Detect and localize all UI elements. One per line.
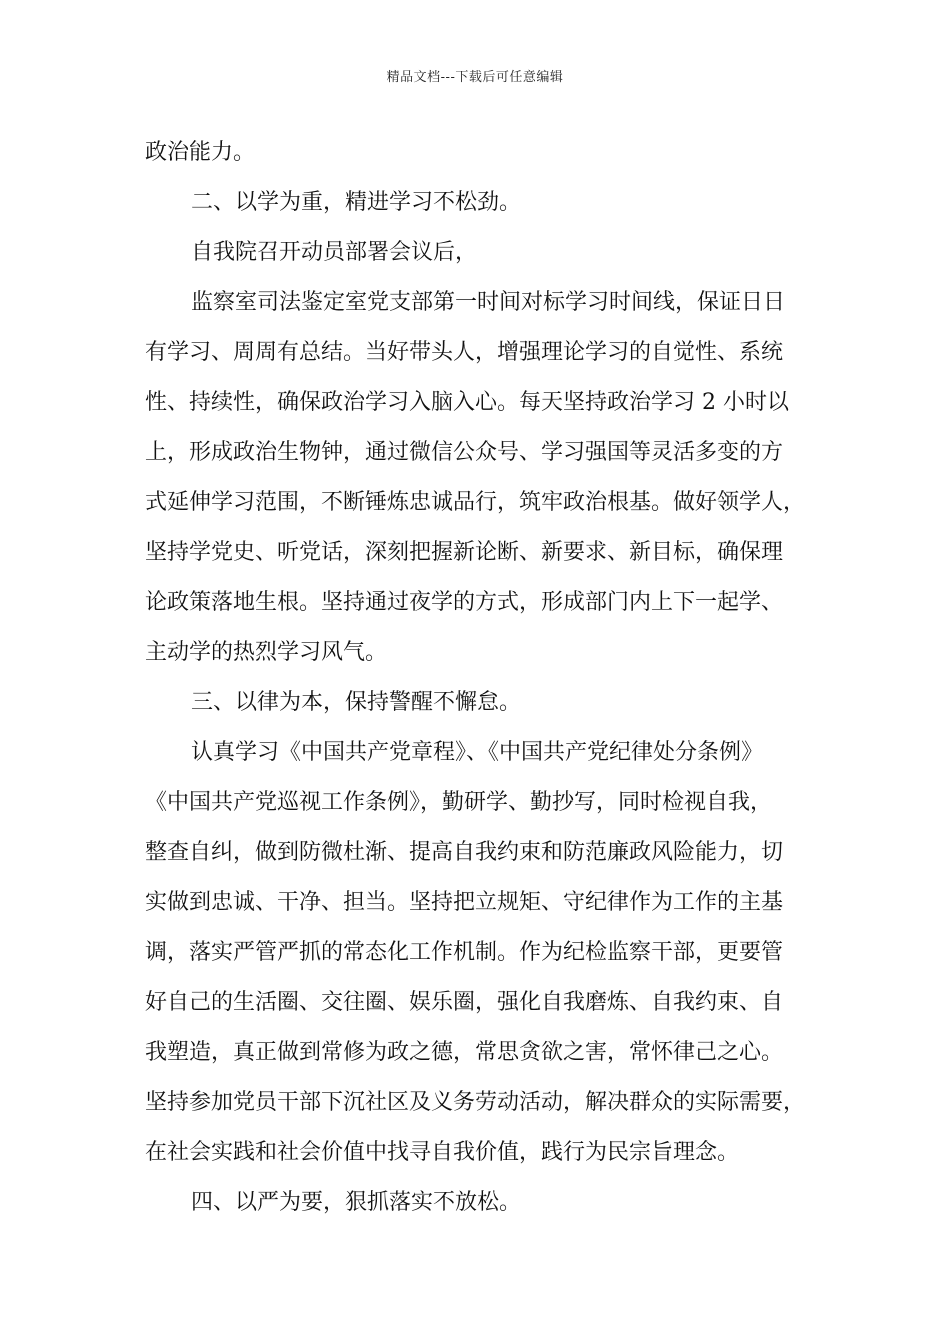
paragraph-start: 认真学习《中国共产党章程》、《中国共产党纪律处分条例》 [191, 740, 764, 765]
text-line: 在社会实践和社会价值中找寻自我价值，践行为民宗旨理念。 [145, 1140, 740, 1165]
text-line: 调，落实严管严抓的常态化工作机制。作为纪检监察干部，更要管 [145, 940, 784, 965]
text-line: 自我院召开动员部署会议后， [191, 240, 478, 265]
text-line: 有学习、周周有总结。当好带头人，增强理论学习的自觉性、系统 [145, 340, 784, 365]
text-line: 式延伸学习范围，不断锤炼忠诚品行，筑牢政治根基。做好领学人， [145, 490, 806, 515]
section-heading: 三、以律为本，保持警醒不懈怠。 [191, 690, 522, 715]
document-body [145, 128, 825, 1228]
text-line: 性、持续性，确保政治学习入脑入心。每天坚持政治学习 2 小时以 [145, 390, 789, 415]
page-header: 精品文档---下载后可任意编辑 [386, 70, 564, 85]
text-line: 坚持学党史、听党话，深刻把握新论断、新要求、新目标，确保理 [145, 540, 784, 565]
text-line: 上，形成政治生物钟，通过微信公众号、学习强国等灵活多变的方 [145, 440, 784, 465]
text-line: 论政策落地生根。坚持通过夜学的方式，形成部门内上下一起学、 [145, 590, 784, 615]
paragraph-start: 监察室司法鉴定室党支部第一时间对标学习时间线，保证日日 [191, 290, 786, 315]
text-line: 坚持参加党员干部下沉社区及义务劳动活动，解决群众的实际需要， [145, 1090, 806, 1115]
text-line: 实做到忠诚、干净、担当。坚持把立规矩、守纪律作为工作的主基 [145, 890, 784, 915]
text-line: 主动学的热烈学习风气。 [145, 640, 388, 665]
text-line: 《中国共产党巡视工作条例》，勤研学、勤抄写，同时检视自我， [145, 790, 773, 815]
text-line: 政治能力。 [145, 140, 256, 165]
text-line: 我塑造，真正做到常修为政之德，常思贪欲之害，常怀律己之心。 [145, 1040, 784, 1065]
section-heading: 四、以严为要，狠抓落实不放松。 [191, 1190, 522, 1215]
section-heading: 二、以学为重，精进学习不松劲。 [191, 190, 522, 215]
text-line: 整查自纠，做到防微杜渐、提高自我约束和防范廉政风险能力，切 [145, 840, 784, 865]
text-line: 好自己的生活圈、交往圈、娱乐圈，强化自我磨炼、自我约束、自 [145, 990, 784, 1015]
